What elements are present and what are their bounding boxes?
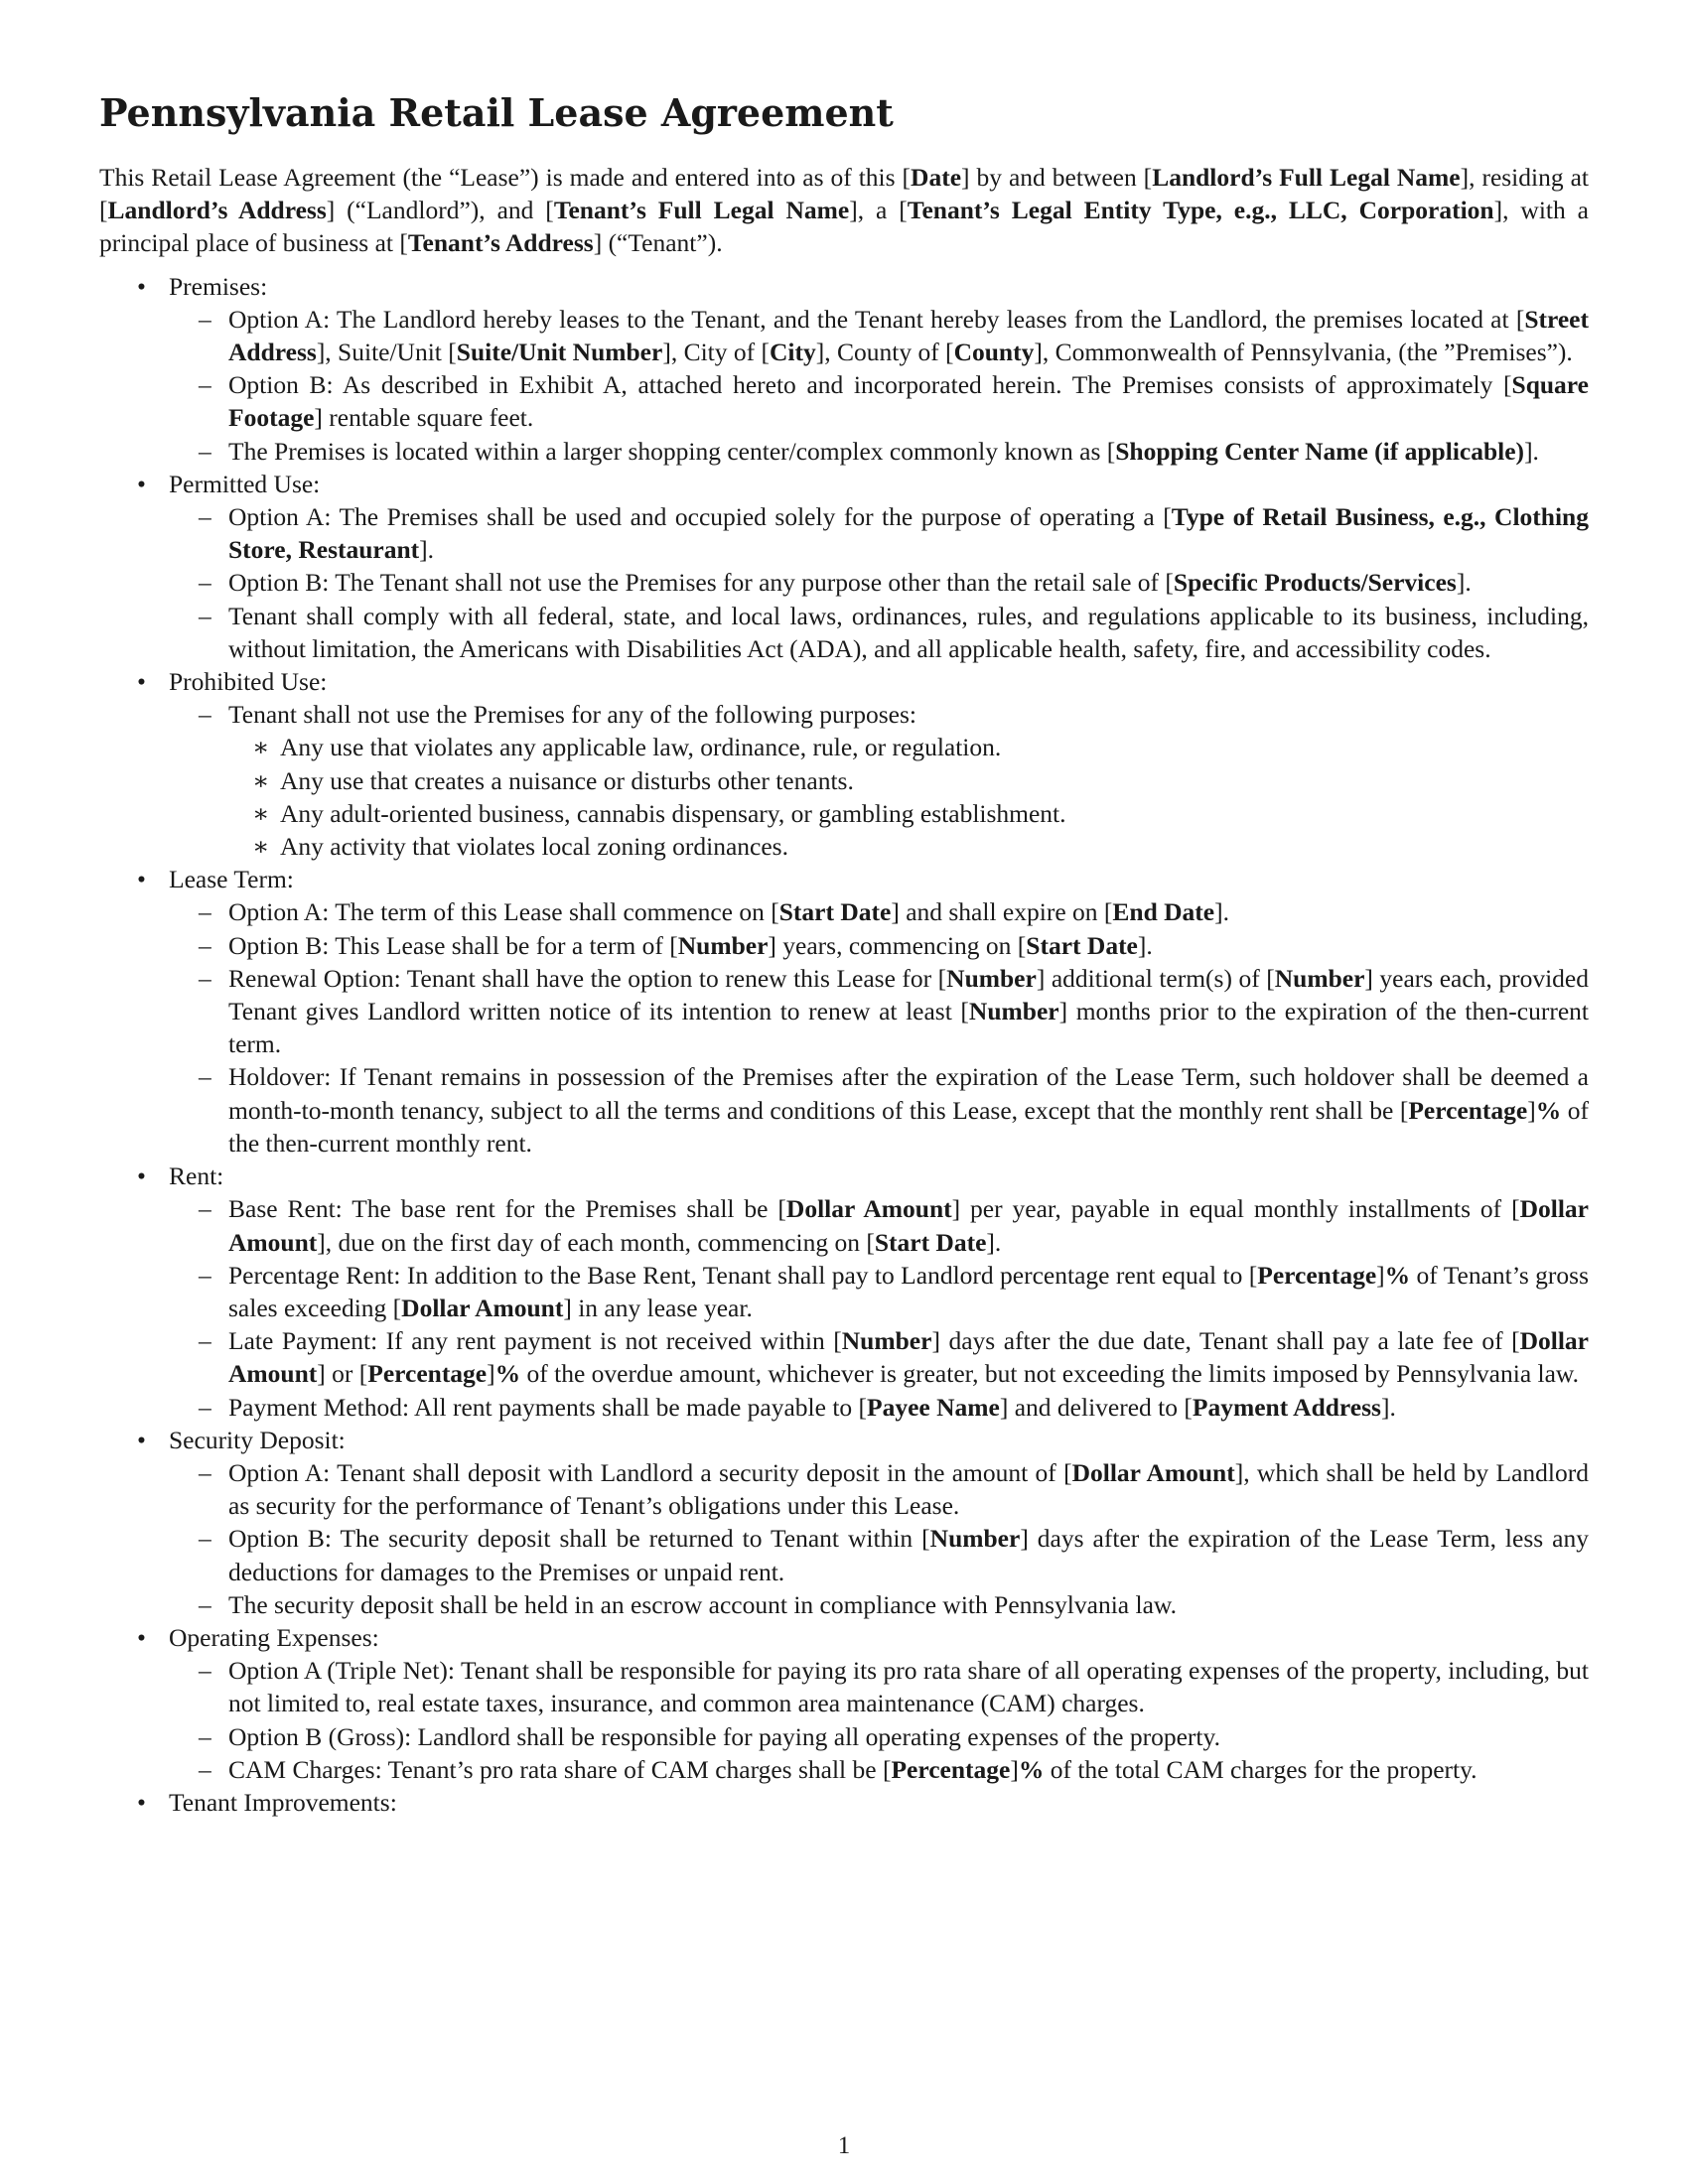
text-run: ] months prior to the expiration of the then-current term. bbox=[228, 997, 1589, 1059]
text-run: Renewal Option: Tenant shall have the option to renew this Lease for [ bbox=[228, 963, 947, 993]
text-run: ], Suite/Unit [ bbox=[316, 338, 457, 367]
text-run: ]. bbox=[1214, 897, 1229, 927]
placeholder-field: % bbox=[1535, 1095, 1562, 1125]
placeholder-field: Type of Retail Business, e.g., Clothing Store, Restaurant bbox=[228, 502, 1589, 565]
clause-item bbox=[169, 1324, 1589, 1390]
placeholder-field: Suite/Unit Number bbox=[456, 338, 663, 367]
placeholder-field: Street Address bbox=[228, 304, 1589, 367]
section-heading: Premises: bbox=[169, 271, 268, 301]
placeholder-field: Percentage bbox=[1257, 1260, 1377, 1290]
text-run: Option B: As described in Exhibit A, attached hereto and incorporated herein. The Premises consists of approximately [ bbox=[228, 370, 1512, 400]
placeholder-field: Dollar Amount bbox=[228, 1326, 1589, 1389]
clause-list bbox=[169, 895, 1589, 1160]
text-run: The security deposit shall be held in an escrow account in compliance with Pennsylvania law. bbox=[228, 1589, 1178, 1619]
placeholder-field: Number bbox=[841, 1326, 932, 1356]
text-run: ]. bbox=[1137, 930, 1153, 960]
placeholder-field: Number bbox=[677, 930, 769, 960]
clause-item bbox=[169, 303, 1589, 368]
text-run: Option A: The Premises shall be used and occupied solely for the purpose of operating a [ bbox=[228, 502, 1172, 532]
text-run: Option A: The Landlord hereby leases to the Tenant, and the Tenant hereby leases from the Landlord, the premises located at [ bbox=[228, 304, 1525, 334]
clause-item bbox=[169, 1522, 1589, 1587]
clause-item bbox=[169, 1192, 1589, 1258]
sub-clause-item: ∗ Any use that creates a nuisance or disturbs other tenants. bbox=[228, 764, 1589, 797]
placeholder-field: Percentage bbox=[1408, 1095, 1528, 1125]
section-item bbox=[99, 1621, 1589, 1786]
section-item bbox=[99, 665, 1589, 863]
placeholder-field: Dollar Amount bbox=[1071, 1457, 1235, 1487]
text-run: ] by and between [ bbox=[961, 163, 1153, 192]
clause-item bbox=[169, 500, 1589, 566]
clause-item bbox=[169, 895, 1589, 928]
placeholder-field: Tenant’s Address bbox=[407, 228, 594, 258]
text-run: Tenant shall comply with all federal, state, and local laws, ordinances, rules, and regulations applicable to its business, including, without limitation, the Americans with Disabilities Act (ADA), and all applicable health, safety, fire, and accessibility codes. bbox=[228, 601, 1589, 663]
placeholder-field: Start Date bbox=[874, 1227, 987, 1257]
placeholder-field: Specific Products/Services bbox=[1173, 568, 1457, 598]
text-run: ]. bbox=[1380, 1392, 1396, 1422]
text-run: of the then-current monthly rent. bbox=[228, 1095, 1589, 1158]
text-run: ] days after the expiration of the Lease Term, less any deductions for damages to the Premises or unpaid rent. bbox=[228, 1524, 1589, 1586]
text-run: ] in any lease year. bbox=[563, 1293, 753, 1322]
placeholder-field: Dollar Amount bbox=[401, 1293, 564, 1322]
section-item bbox=[99, 270, 1589, 468]
intro-paragraph bbox=[99, 161, 1589, 260]
text-run: Payment Method: All rent payments shall be made payable to [ bbox=[228, 1392, 868, 1422]
section-heading: Tenant Improvements: bbox=[169, 1787, 397, 1817]
text-run: ], City of [ bbox=[662, 338, 770, 367]
placeholder-field: Landlord’s Address bbox=[107, 196, 327, 225]
text-run: This Retail Lease Agreement (the “Lease”) is made and entered into as of this [ bbox=[99, 163, 912, 192]
text-run: ], County of [ bbox=[815, 338, 954, 367]
text-run: ] rentable square feet. bbox=[314, 403, 534, 433]
placeholder-field: Tenant’s Legal Entity Type, e.g., LLC, Corporation bbox=[907, 196, 1494, 225]
text-run: ] (“Tenant”). bbox=[593, 228, 723, 258]
clause-item bbox=[169, 698, 1589, 863]
clause-item bbox=[169, 1391, 1589, 1424]
placeholder-field: Start Date bbox=[1026, 930, 1138, 960]
clause-list bbox=[169, 303, 1589, 468]
text-run: ] or [ bbox=[317, 1359, 368, 1389]
text-run: ]. bbox=[1456, 568, 1472, 598]
text-run: ]. bbox=[419, 535, 435, 565]
placeholder-field: Payee Name bbox=[867, 1392, 1000, 1422]
placeholder-field: Number bbox=[968, 997, 1059, 1026]
text-run: ], due on the first day of each month, commencing on [ bbox=[317, 1227, 875, 1257]
text-run: ] and shall expire on [ bbox=[891, 897, 1113, 927]
clause-item bbox=[169, 368, 1589, 434]
clause-item bbox=[169, 566, 1589, 599]
placeholder-field: Number bbox=[946, 963, 1037, 993]
text-run: Base Rent: The base rent for the Premises shall be [ bbox=[228, 1194, 786, 1224]
sub-clause-list bbox=[228, 731, 1589, 863]
text-run: Option B: The security deposit shall be returned to Tenant within [ bbox=[228, 1524, 930, 1554]
clause-item bbox=[169, 1720, 1589, 1753]
placeholder-field: Landlord’s Full Legal Name bbox=[1152, 163, 1461, 192]
text-run: ] years each, provided Tenant gives Landlord written notice of its intention to renew at least [ bbox=[228, 963, 1589, 1026]
placeholder-field: Number bbox=[929, 1524, 1021, 1554]
placeholder-field: Shopping Center Name (if applicable) bbox=[1115, 436, 1525, 466]
section-item bbox=[99, 468, 1589, 665]
placeholder-field: Percentage bbox=[891, 1754, 1011, 1784]
placeholder-field: Dollar Amount bbox=[228, 1194, 1589, 1257]
text-run: ] bbox=[1376, 1260, 1385, 1290]
text-run: The Premises is located within a larger shopping center/complex commonly known as [ bbox=[228, 436, 1116, 466]
clause-item bbox=[169, 1753, 1589, 1786]
text-run: ]. bbox=[986, 1227, 1002, 1257]
clause-item bbox=[169, 1060, 1589, 1160]
section-heading: Rent: bbox=[169, 1161, 224, 1191]
document-title: Pennsylvania Retail Lease Agreement bbox=[99, 90, 894, 135]
clause-item bbox=[169, 1259, 1589, 1324]
clause-item bbox=[169, 1456, 1589, 1522]
clause-item bbox=[169, 600, 1589, 665]
text-run: ]. bbox=[1524, 436, 1539, 466]
placeholder-field: Start Date bbox=[778, 897, 892, 927]
clause-list bbox=[169, 1192, 1589, 1423]
text-run: ], with a principal place of business at [ bbox=[99, 196, 1589, 258]
text-run: Holdover: If Tenant remains in possession of the Premises after the expiration of the Lease Term, such holdover shall be deemed a month-to-month tenancy, subject to all the terms and conditions of this Lease, except that the monthly rent shall be [ bbox=[228, 1062, 1589, 1125]
section-item bbox=[99, 1424, 1589, 1621]
clause-item bbox=[169, 435, 1589, 468]
text-run: ], residing at [ bbox=[99, 163, 1589, 225]
placeholder-field: Dollar Amount bbox=[785, 1194, 952, 1224]
clause-list bbox=[169, 698, 1589, 863]
section-heading: Permitted Use: bbox=[169, 469, 321, 498]
clause-list bbox=[169, 1456, 1589, 1621]
placeholder-field: County bbox=[953, 338, 1035, 367]
text-run: ] bbox=[487, 1359, 495, 1389]
clause-item bbox=[169, 929, 1589, 962]
text-run: of the overdue amount, whichever is greater, but not exceeding the limits imposed by Pennsylvania law. bbox=[520, 1359, 1580, 1389]
placeholder-field: Percentage bbox=[367, 1359, 488, 1389]
section-item bbox=[99, 1160, 1589, 1424]
text-run: of Tenant’s gross sales exceeding [ bbox=[228, 1260, 1590, 1322]
section-heading: Security Deposit: bbox=[169, 1425, 346, 1454]
placeholder-field: City bbox=[769, 338, 816, 367]
clause-item bbox=[169, 1654, 1589, 1719]
text-run: Option A: The term of this Lease shall commence on [ bbox=[228, 897, 779, 927]
sub-clause-item: ∗ Any use that violates any applicable law, ordinance, rule, or regulation. bbox=[228, 731, 1589, 763]
text-run: Percentage Rent: In addition to the Base Rent, Tenant shall pay to Landlord percentage rent equal to [ bbox=[228, 1260, 1258, 1290]
text-run: ] and delivered to [ bbox=[999, 1392, 1193, 1422]
text-run: ], which shall be held by Landlord as security for the performance of Tenant’s obligations under this Lease. bbox=[228, 1457, 1589, 1521]
placeholder-field: End Date bbox=[1112, 897, 1215, 927]
sub-clause-item: ∗ Any activity that violates local zoning ordinances. bbox=[228, 830, 1589, 863]
placeholder-field: Payment Address bbox=[1192, 1392, 1381, 1422]
text-run: ] bbox=[1527, 1095, 1536, 1125]
text-run: Option B (Gross): Landlord shall be responsible for paying all operating expenses of the property. bbox=[228, 1721, 1220, 1751]
text-run: CAM Charges: Tenant’s pro rata share of CAM charges shall be [ bbox=[228, 1754, 892, 1784]
section-heading: Lease Term: bbox=[169, 865, 294, 894]
clause-list bbox=[169, 500, 1589, 665]
text-run: ] bbox=[1010, 1754, 1019, 1784]
text-run: of the total CAM charges for the property. bbox=[1044, 1754, 1477, 1784]
document-body bbox=[99, 161, 1589, 1819]
text-run: Tenant shall not use the Premises for any of the following purposes: bbox=[228, 700, 916, 730]
section-list bbox=[99, 270, 1589, 1820]
placeholder-field: Date bbox=[911, 163, 962, 192]
placeholder-field: Square Footage bbox=[228, 370, 1589, 433]
section-item bbox=[99, 1786, 1589, 1819]
text-run: Option B: This Lease shall be for a term of [ bbox=[228, 930, 678, 960]
section-heading: Operating Expenses: bbox=[169, 1622, 379, 1652]
text-run: Late Payment: If any rent payment is not received within [ bbox=[228, 1326, 842, 1356]
clause-list bbox=[169, 1654, 1589, 1786]
sub-clause-item: ∗ Any adult-oriented business, cannabis dispensary, or gambling establishment. bbox=[228, 797, 1589, 830]
text-run: ], Commonwealth of Pennsylvania, (the ”Premises”). bbox=[1034, 338, 1573, 367]
text-run: ], a [ bbox=[849, 196, 908, 225]
text-run: Option A: Tenant shall deposit with Landlord a security deposit in the amount of [ bbox=[228, 1457, 1072, 1487]
placeholder-field: Number bbox=[1274, 963, 1365, 993]
text-run: Option A (Triple Net): Tenant shall be responsible for paying its pro rata share of all operating expenses of the property, including, but not limited to, real estate taxes, insurance, and common area maintenance (CAM) charges. bbox=[228, 1656, 1589, 1718]
page-number: 1 bbox=[837, 2132, 851, 2159]
section-item bbox=[99, 863, 1589, 1160]
section-heading: Prohibited Use: bbox=[169, 667, 328, 697]
text-run: ] days after the due date, Tenant shall pay a late fee of [ bbox=[931, 1326, 1520, 1356]
text-run: Option B: The Tenant shall not use the Premises for any purpose other than the retail sale of [ bbox=[228, 568, 1174, 598]
text-run: ] additional term(s) of [ bbox=[1036, 963, 1275, 993]
clause-item bbox=[169, 962, 1589, 1061]
text-run: ] (“Landlord”), and [ bbox=[326, 196, 554, 225]
placeholder-field: % bbox=[1384, 1260, 1411, 1290]
placeholder-field: % bbox=[494, 1359, 521, 1389]
placeholder-field: Tenant’s Full Legal Name bbox=[553, 196, 850, 225]
text-run: ] per year, payable in equal monthly installments of [ bbox=[951, 1194, 1520, 1224]
placeholder-field: % bbox=[1018, 1754, 1045, 1784]
clause-item bbox=[169, 1588, 1589, 1621]
text-run: ] years, commencing on [ bbox=[768, 930, 1027, 960]
